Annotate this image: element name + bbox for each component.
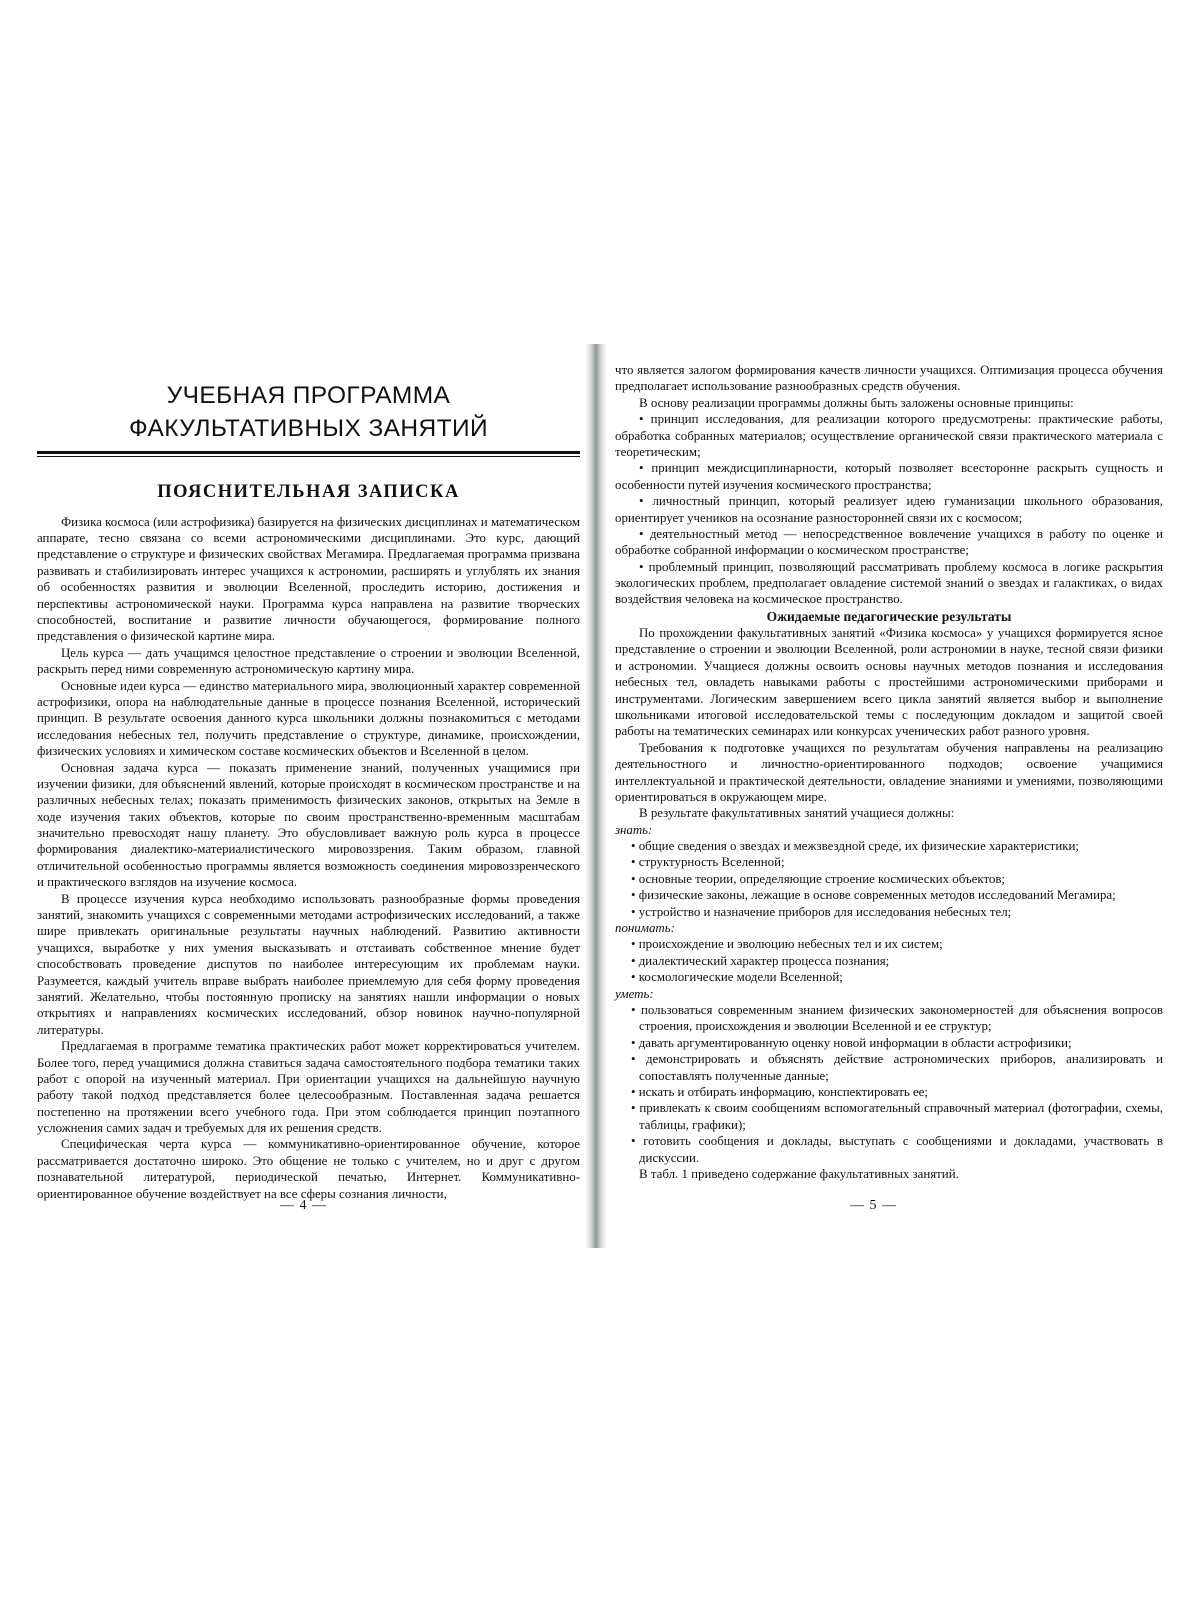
paragraph: Требования к подготовке учащихся по результатам обучения направлены на реализацию деятельностного и личностно-ориентированного подходов; освоение учащимися интеллектуальной и практической деятельности, овладение знаниями и умениями, позволяющими ориентироваться в окружающем мире. xyxy=(615,740,1163,804)
list-item: • устройство и назначение приборов для исследования небесных тел; xyxy=(631,904,1012,919)
principle-item: • принцип междисциплинарности, который позволяет всесторонне раскрыть сущность и особенности путей изучения космического пространства; xyxy=(615,461,1163,492)
list-item: • пользоваться современным знанием физических закономерностей для объяснения вопросов строения, происхождения и эволюции Вселенной и ее структур; xyxy=(631,1002,1163,1034)
page-number-right: — 5 — xyxy=(850,1198,897,1213)
understand-label: понимать: xyxy=(615,921,675,936)
paragraph: По прохождении факультативных занятий «Физика космоса» у учащихся формируется ясное представление о строении и эволюции Вселенной, роли астрономии в науке, тесной связи физики и астрономии. Учащиеся должны освоить основы научных методов познания и исследования небесных тел, овладеть навыками работы с простейшими астрономическими приборами и инструментами. Логическим завершением всего цикла занятий является выбор и выполнение школьниками итоговой исследовательской темы с последующим докладом и защитой своей работы на тематических семинарах или конкурсах ученических работ разного уровня. xyxy=(615,626,1163,739)
list-item: • демонстрировать и объяснять действие астрономических приборов, анализировать и сопоставлять полученные данные; xyxy=(631,1052,1163,1083)
page-number-left: — 4 — xyxy=(280,1198,327,1213)
section-title: ПОЯСНИТЕЛЬНАЯ ЗАПИСКА xyxy=(157,482,460,503)
paragraph: Основные идеи курса — единство материального мира, эволюционный характер современной астрофизики, опора на наблюдательные данные в процессе познания Вселенной, исторический принцип. В результате освоения данного курса школьники должны познакомиться с методами исследования небесных тел, получить представление о структуре, динамике, происхождении, физических условиях и химическом составе космических объектов и Вселенной в целом. xyxy=(37,678,580,759)
can-list xyxy=(615,1002,1163,1166)
paragraph: Основная задача курса — показать применение знаний, полученных учащимися при изучении физики, для объяснений явлений, которые происходят в космическом пространстве и на различных небесных телах; показать применимость физических законов, открытых на Земле в ходе изучения таких объектов, которые по своим пространственно-временным масштабам значительно превосходят нашу планету. Это обусловливает важную роль курса в процессе формирования диалектико-материалистического мировоззрения. Таким образом, главной отличительной особенностью программы является возможность соединения мировоззренческого и практического взглядов на изучение космоса. xyxy=(37,760,580,890)
know-list xyxy=(615,838,1163,920)
paragraph: Предлагаемая в программе тематика практических работ может корректироваться учителем. Более того, перед учащимися должна ставиться задача самостоятельного подбора тематики таких работ с опорой на изученный материал. При ориентации учащихся на дальнейшую научную работу такой подход представляется более целесообразным. Поставленная задача решается постепенно на протяжении всего учебного года. При этом соблюдается принцип поэтапного усложнения самих задач и требуемых для их решения средств. xyxy=(37,1039,580,1136)
paragraph: Физика космоса (или астрофизика) базируется на физических дисциплинах и математическом аппарате, тесно связана со всеми астрономическими дисциплинами. Это курс, дающий представление о структуре и физических свойствах Мегамира. Предлагаемая программа призвана развивать и стабилизировать интерес учащихся к астрономии, расширять и углублять их знания об особенностях развития и эволюции Вселенной, проследить историю, достижения и перспективы астрономической науки. Программа курса направлена на развитие творческих способностей, воспитание и развитие личности обучающегося, формирование полного представления о физической картине мира. xyxy=(37,514,580,644)
list-item: • космологические модели Вселенной; xyxy=(631,970,843,985)
paragraph: Цель курса — дать учащимся целостное представление о строении и эволюции Вселенной, раскрыть перед ними современную астрономическую картину мира. xyxy=(37,645,580,677)
list-item: • привлекать к своим сообщениям вспомогательный справочный материал (фотографии, схемы, таблицы, графики); xyxy=(631,1101,1163,1132)
list-item: • искать и отбирать информацию, конспектировать ее; xyxy=(631,1084,928,1099)
title-double-rule xyxy=(37,451,580,457)
list-item: • структурность Вселенной; xyxy=(631,855,785,870)
right-page xyxy=(615,362,1163,1182)
list-item: • готовить сообщения и доклады, выступать с сообщениями и докладами, участвовать в дискуссии. xyxy=(631,1134,1163,1165)
paragraph: В результате факультативных занятий учащиеся должны: xyxy=(639,806,955,821)
list-item: • общие сведения о звездах и межзвездной среде, их физические характеристики; xyxy=(631,839,1079,854)
principle-item: • принцип исследования, для реализации которого предусмотрены: практические работы, обработка собранных материалов; осуществление органической связи практического материала с теоретическим; xyxy=(615,412,1163,459)
paragraph: В процессе изучения курса необходимо использовать разнообразные формы проведения занятий, знакомить учащихся с современными методами астрофизических исследований, а также шире привлекать оригинальные результаты научных наблюдений. Развитию активности учащихся, выработке у них умения высказывать и отстаивать собственное мнение будет способствовать проведение диспутов по наиболее интересующим их проблемам науки. Разумеется, каждый учитель вправе выбрать наиболее приемлемую для себя форму проведения занятий. Желательно, чтобы постоянную прописку на занятиях нашли информации о новых открытиях и направлениях космических исследований, обзор новинок научно-популярной литературы. xyxy=(37,891,580,1037)
paragraph: Специфическая черта курса — коммуникативно-ориентированное обучение, которое рассматривается достаточно широко. Это общение не только с учителем, но и друг с другом познавательной литературой, периодической печатью, Интернет. Коммуникативно-ориентированное обучение воздействует на все сферы сознания личности, xyxy=(37,1137,580,1201)
document-title-line-2: ФАКУЛЬТАТИВНЫХ ЗАНЯТИЙ xyxy=(129,414,488,442)
principle-item: • личностный принцип, который реализует идею гуманизации школьного образования, ориентирует учеников на осознание разносторонней связи их с космосом; xyxy=(615,494,1163,525)
results-title: Ожидаемые педагогические результаты xyxy=(766,608,1012,624)
paragraph-continuation: что является залогом формирования качеств личности учащихся. Оптимизация процесса обучения предполагает использование разнообразных средств обучения. xyxy=(615,363,1163,394)
principles-intro: В основу реализации программы должны быть заложены основные принципы: xyxy=(639,395,1074,410)
left-page xyxy=(37,362,580,1202)
list-item: • диалектический характер процесса познания; xyxy=(631,953,890,968)
list-item: • физические законы, лежащие в основе современных методов исследований Мегамира; xyxy=(631,888,1116,903)
understand-list xyxy=(615,936,1163,985)
book-spine xyxy=(585,344,607,1248)
can-label: уметь: xyxy=(615,986,654,1001)
document-title xyxy=(37,380,580,445)
closing-sentence: В табл. 1 приведено содержание факультативных занятий. xyxy=(639,1166,959,1181)
principle-item: • проблемный принцип, позволяющий рассматривать проблему космоса в логике раскрытия экологических проблем, предполагает овладение системой знаний о звездах и галактиках, о видах воздействия человека на космическое пространство. xyxy=(615,559,1163,607)
list-item: • давать аргументированную оценку новой информации в области астрофизики; xyxy=(631,1035,1072,1050)
list-item: • основные теории, определяющие строение космических объектов; xyxy=(631,871,1006,886)
principle-item: • деятельностный метод — непосредственное вовлечение учащихся в работу по оценке и обработке собранной информации о космическом пространстве; xyxy=(615,526,1163,558)
know-label: знать: xyxy=(615,822,653,837)
document-title-line-1: УЧЕБНАЯ ПРОГРАММА xyxy=(166,382,451,409)
list-item: • происхождение и эволюцию небесных тел и их систем; xyxy=(631,937,943,952)
